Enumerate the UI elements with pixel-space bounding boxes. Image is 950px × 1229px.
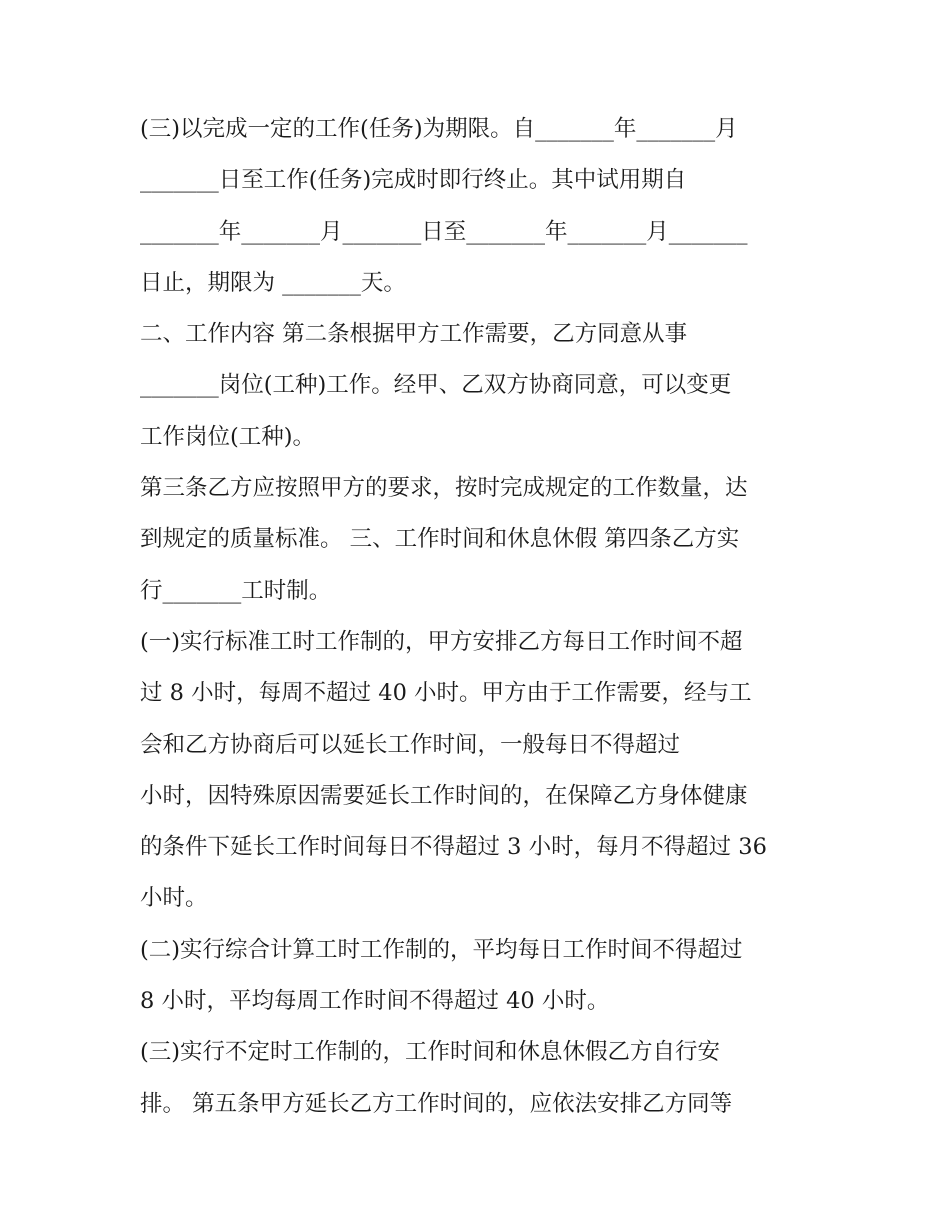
contract-text-body	[140, 104, 830, 1130]
text-line: 过 8 小时，每周不超过 40 小时。甲方由于工作需要，经与工	[140, 680, 752, 707]
text-line: (三)以完成一定的工作(任务)为期限。自_______年_______月	[140, 116, 738, 142]
text-line: 排。 第五条甲方延长乙方工作时间的，应依法安排乙方同等	[140, 1090, 733, 1117]
text-line: 小时。	[140, 885, 208, 912]
text-line: (三)实行不定时工作制的，工作时间和休息休假乙方自行安	[140, 1039, 721, 1066]
text-line: 工作岗位(工种)。	[140, 423, 316, 450]
section-heading-line: 到规定的质量标准。 三、工作时间和休息休假 第四条乙方实	[140, 526, 740, 553]
text-line: 行_______工时制。	[140, 577, 332, 604]
text-line: _______岗位(工种)工作。经甲、乙双方协商同意，可以变更	[140, 372, 732, 399]
text-line: 日止，期限为 _______天。	[140, 269, 406, 296]
text-line: _______年_______月_______日至_______年_______月_______	[140, 218, 748, 245]
section-heading-line: 二、工作内容 第二条根据甲方工作需要，乙方同意从事	[140, 321, 688, 348]
text-line: (二)实行综合计算工时工作制的，平均每日工作时间不得超过	[140, 936, 743, 963]
text-line: (一)实行标准工时工作制的，甲方安排乙方每日工作时间不超	[140, 628, 743, 655]
text-line: 小时，因特殊原因需要延长工作时间的，在保障乙方身体健康	[140, 782, 748, 809]
text-line: _______日至工作(任务)完成时即行终止。其中试用期自	[140, 167, 687, 194]
text-line: 第三条乙方应按照甲方的要求，按时完成规定的工作数量，达	[140, 475, 748, 502]
text-line: 会和乙方协商后可以延长工作时间，一般每日不得超过	[140, 731, 681, 758]
text-line: 的条件下延长工作时间每日不得超过 3 小时，每月不得超过 36	[140, 834, 767, 861]
text-line: 8 小时，平均每周工作时间不得超过 40 小时。	[140, 988, 610, 1015]
